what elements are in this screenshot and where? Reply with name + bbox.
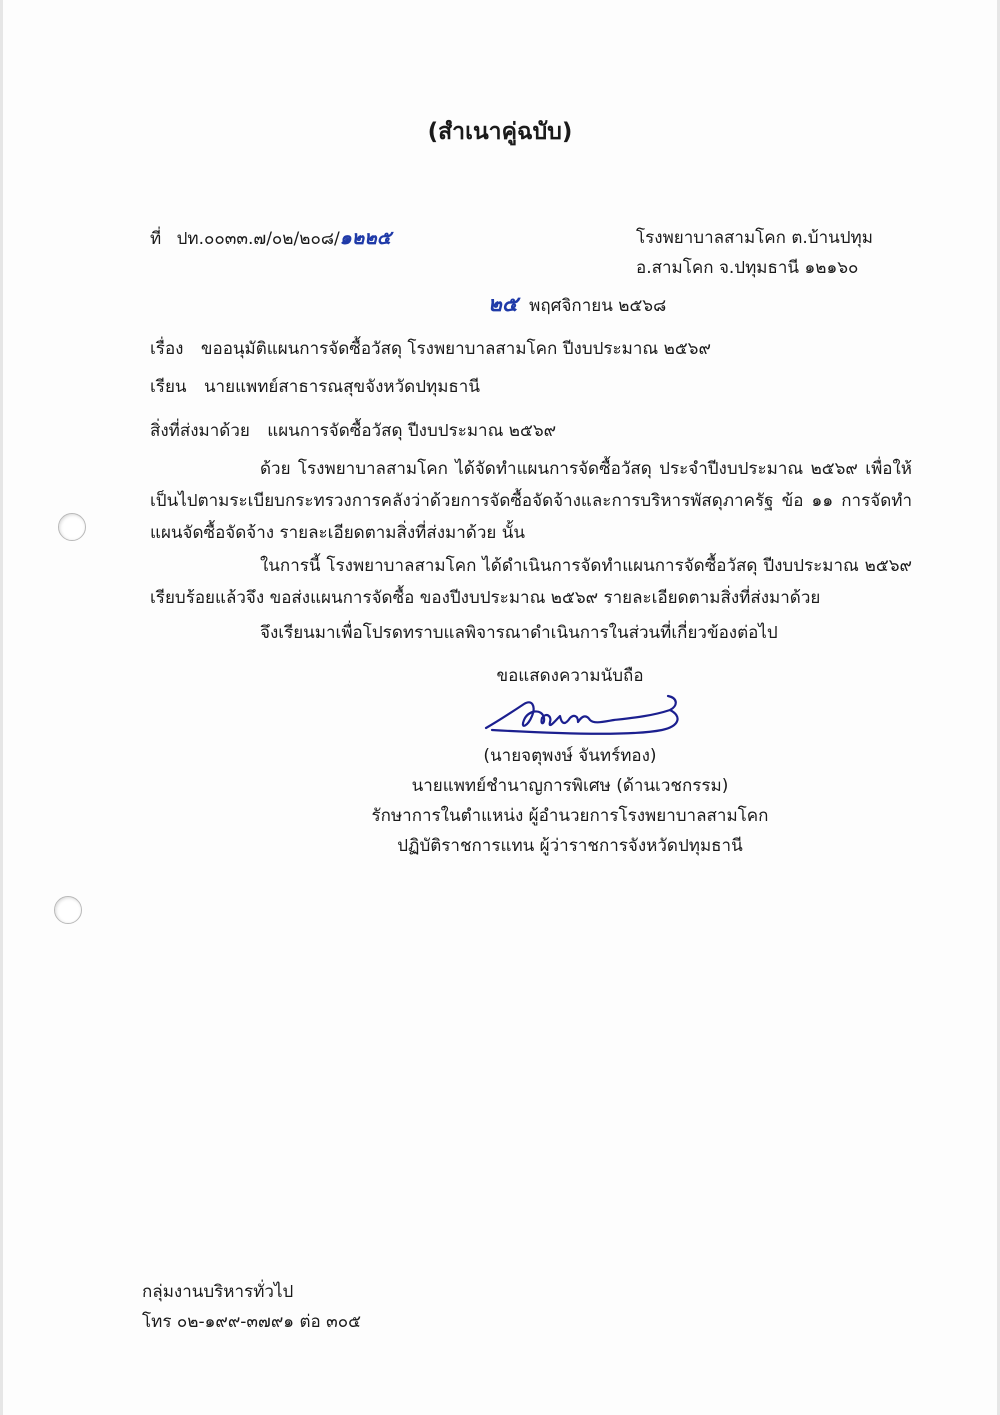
address-line-2: อ.สามโคก จ.ปทุมธานี ๑๒๑๖๐	[636, 258, 859, 278]
document-title: (สำเนาคู่ฉบับ)	[427, 119, 573, 145]
ref-label: ที่	[150, 229, 162, 249]
body-paragraph-2: ในการนี้ โรงพยาบาลสามโคก ได้ดำเนินการจัดทำแผนการจัดซื้อวัสดุ ปีงบประมาณ ๒๕๖๙ เรียบร้อยแล้วจึง ขอส่งแผนการจัดซื้อ ของปีงบประมาณ ๒๕๖๙ รายละเอียดตามสิ่งที่ส่งมาด้วย	[150, 556, 912, 608]
enclosure-label: สิ่งที่ส่งมาด้วย	[150, 421, 250, 441]
body-paragraph-1: ด้วย โรงพยาบาลสามโคก ได้จัดทำแผนการจัดซื้อวัสดุ ประจำปีงบประมาณ ๒๕๖๙ เพื่อให้เป็นไปตามระเบียบกระทรวงการคลังว่าด้วยการจัดซื้อจัดจ้างและการบริหารพัสดุภาครัฐ ข้อ ๑๑ การจัดทำแผนจัดซื้อจัดจ้าง รายละเอียดตามสิ่งที่ส่งมาด้วย นั้น	[150, 459, 912, 543]
date-line	[488, 292, 666, 318]
reference-line	[150, 226, 391, 251]
footer-phone: โทร ๐๒-๑๙๙-๓๗๙๑ ต่อ ๓๐๕	[142, 1312, 361, 1332]
date-handwritten-day: ๒๕	[488, 292, 518, 316]
handwritten-signature	[482, 690, 692, 740]
closing-salutation: ขอแสดงความนับถือ	[496, 666, 644, 686]
recipient-line	[150, 375, 480, 399]
subject-text: ขออนุมัติแผนการจัดซื้อวัสดุ โรงพยาบาลสามโคก ปีงบประมาณ ๒๕๖๙	[200, 339, 711, 359]
punch-hole-bottom	[54, 896, 82, 924]
recipient-text: นายแพทย์สาธารณสุขจังหวัดปทุมธานี	[203, 377, 480, 397]
subject-line	[150, 337, 711, 361]
enclosure-text: แผนการจัดซื้อวัสดุ ปีงบประมาณ ๒๕๖๙	[267, 421, 557, 441]
ref-number: ปท.๐๐๓๓.๗/๐๒/๒๐๘/	[176, 229, 340, 249]
date-month-year: พฤศจิกายน ๒๕๖๘	[529, 296, 667, 316]
recipient-label: เรียน	[150, 377, 187, 397]
punch-hole-top	[58, 513, 86, 541]
signatory-position-1: นายแพทย์ชำนาญการพิเศษ (ด้านเวชกรรม)	[411, 776, 729, 796]
enclosure-line	[150, 419, 556, 443]
footer-department: กลุ่มงานบริหารทั่วไป	[142, 1282, 294, 1302]
subject-label: เรื่อง	[150, 339, 184, 359]
signatory-name: (นายจตุพงษ์ จันทร์ทอง)	[483, 746, 657, 766]
ref-handwritten-number: ๑๒๒๕	[339, 227, 392, 249]
signatory-position-2: รักษาการในตำแหน่ง ผู้อำนวยการโรงพยาบาลสามโคก	[371, 806, 769, 826]
page-left-edge	[0, 0, 3, 1415]
address-line-1: โรงพยาบาลสามโคก ต.บ้านปทุม	[636, 228, 873, 248]
signatory-position-3: ปฏิบัติราชการแทน ผู้ว่าราชการจังหวัดปทุมธานี	[397, 836, 743, 856]
body-paragraph-3: จึงเรียนมาเพื่อโปรดทราบแลพิจารณาดำเนินการในส่วนที่เกี่ยวข้องต่อไป	[260, 623, 778, 643]
